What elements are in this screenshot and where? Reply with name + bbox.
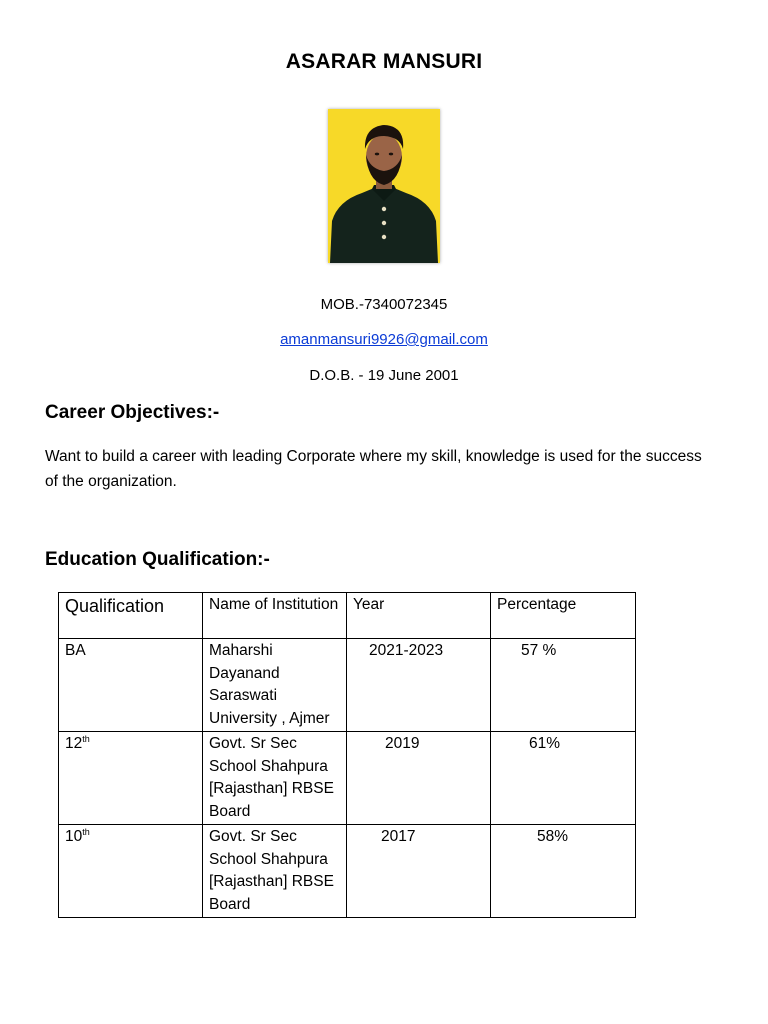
table-row <box>59 639 636 732</box>
mobile-number: MOB.-7340072345 <box>320 296 448 313</box>
profile-photo <box>328 109 440 263</box>
date-of-birth: D.O.B. - 19 June 2001 <box>309 367 459 384</box>
column-header: Percentage <box>491 593 636 639</box>
institution-cell: Govt. Sr Sec School Shahpura [Rajasthan] RBSE Board <box>203 732 347 825</box>
resume-name: ASARAR MANSURI <box>285 50 483 73</box>
institution-cell: Maharshi Dayanand Saraswati University , Ajmer <box>203 639 347 732</box>
year-cell: 2019 <box>347 732 491 825</box>
column-header: Name of Institution <box>203 593 347 639</box>
year-cell: 2017 <box>347 825 491 918</box>
qualification-cell: BA <box>59 639 203 732</box>
year-cell: 2021-2023 <box>347 639 491 732</box>
education-table <box>58 592 636 918</box>
profile-photo-illustration <box>328 109 440 263</box>
institution-cell: Govt. Sr Sec School Shahpura [Rajasthan] RBSE Board <box>203 825 347 918</box>
email-link[interactable]: amanmansuri9926@gmail.com <box>280 331 488 348</box>
table-row <box>59 825 636 918</box>
qualification-cell: 10th <box>59 825 203 918</box>
percentage-cell: 57 % <box>491 639 636 732</box>
qualification-cell: 12th <box>59 732 203 825</box>
percentage-cell: 61% <box>491 732 636 825</box>
table-header-row <box>59 593 636 639</box>
career-objectives-heading: Career Objectives:- <box>45 402 220 423</box>
career-objectives-text: Want to build a career with leading Corporate where my skill, knowledge is used for the success of the organization. <box>45 448 702 490</box>
table-row <box>59 732 636 825</box>
column-header: Qualification <box>59 593 203 639</box>
education-heading: Education Qualification:- <box>45 549 270 570</box>
column-header: Year <box>347 593 491 639</box>
percentage-cell: 58% <box>491 825 636 918</box>
